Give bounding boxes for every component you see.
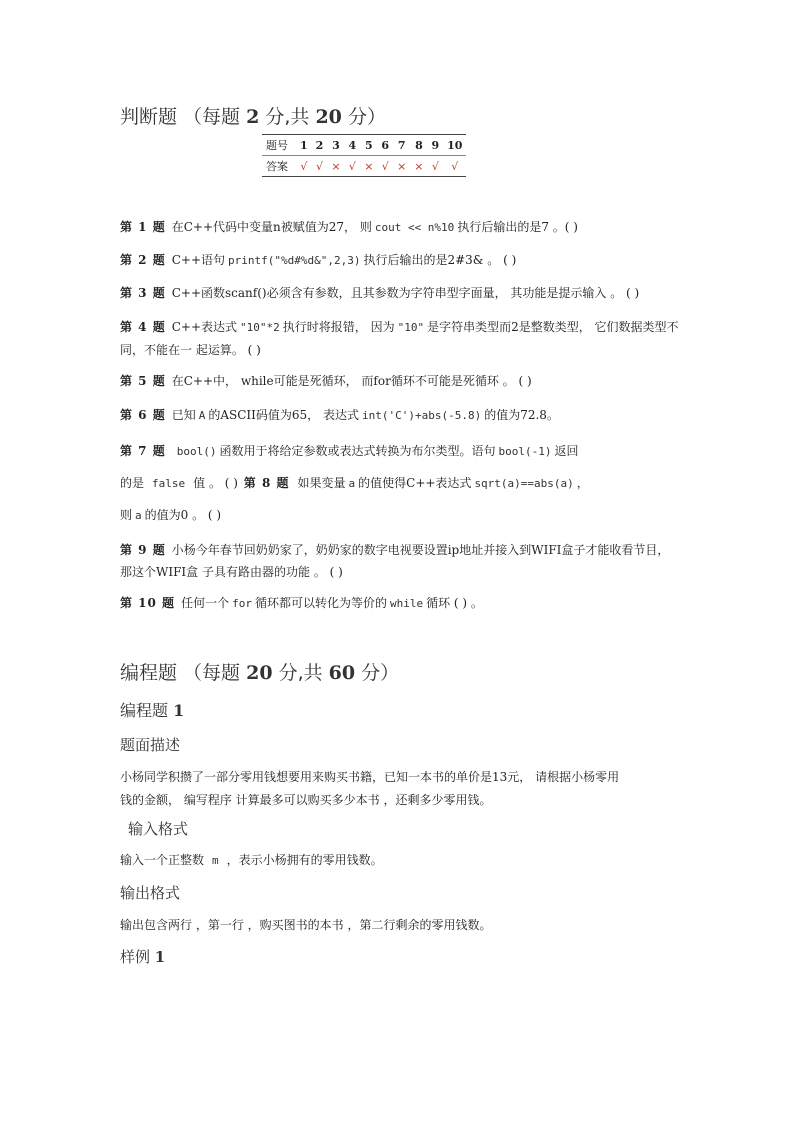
answer-mark: √ — [312, 156, 328, 177]
question-8: 第 8 题 如果变量 a 的值使得C++表达式 sqrt(a)==abs(a) ， — [243, 476, 589, 490]
table-cell: 6 — [377, 135, 393, 156]
answer-row — [262, 156, 466, 177]
question-7-8-line: 的是 false 值 。 ( ) 第 8 题 如果变量 a 的值使得C++表达式 sqrt(a)==abs(a) ， — [120, 476, 589, 490]
question-7: 第 7 题 bool() 函数用于将给定参数或表达式转换为布尔类型。语句 bool(-1) 返回 — [120, 444, 579, 458]
total-score: 20 — [315, 106, 342, 128]
sample-heading: 样例 1 — [120, 948, 166, 966]
answer-mark: × — [360, 156, 377, 177]
total-score: 60 — [328, 662, 356, 684]
question-number: 第 7 题 — [120, 444, 166, 458]
table-cell: 9 — [428, 135, 444, 156]
table-cell: 10 — [443, 135, 466, 156]
table-cell: 5 — [360, 135, 377, 156]
answer-mark: √ — [377, 156, 393, 177]
row-label-number: 题号 — [262, 135, 296, 156]
section-title-judgement: 判断题 （每题 2 分,共 20 分） — [120, 106, 386, 128]
question-1: 第 1 题 在C++代码中变量n被赋值为27， 则 cout << n%10 执行后输出的是7 。( ) — [120, 220, 578, 234]
table-cell: 7 — [393, 135, 410, 156]
question-number: 第 9 题 — [120, 543, 166, 557]
output-format-heading: 输出格式 — [120, 884, 181, 902]
question-number: 第 10 题 — [120, 596, 176, 610]
question-number: 第 2 题 — [120, 253, 166, 267]
description-line-1: 小杨同学积攒了一部分零用钱想要用来购买书籍，已知一本书的单价是13元， 请根据小杨零用 — [120, 770, 620, 784]
row-label-answer: 答案 — [262, 156, 296, 177]
output-format-text: 输出包含两行 ，第一行 ，购买图书的本书 ，第二行剩余的零用钱数。 — [120, 918, 492, 932]
section-title-programming: 编程题 （每题 20 分,共 60 分） — [120, 662, 400, 684]
question-4: 第 4 题 C++表达式 "10"*2 执行时将报错， 因为 "10" 是字符串类型而2是整数类型， 它们数据类型不同，不能在一 起运算。 ( ) — [120, 320, 679, 357]
input-format-heading: 输入格式 — [128, 820, 189, 838]
answer-mark: × — [327, 156, 344, 177]
input-format-text: 输入一个正整数 m ，表示小杨拥有的零用钱数。 — [120, 853, 383, 867]
answer-table — [262, 134, 466, 177]
question-10: 第 10 题 任何一个 for 循环都可以转化为等价的 while 循环 ( ) 。 — [120, 596, 483, 610]
answer-mark: √ — [443, 156, 466, 177]
answer-mark: × — [410, 156, 427, 177]
question-2: 第 2 题 C++语句 printf("%d#%d&",2,3) 执行后输出的是2#3& 。 ( ) — [120, 253, 517, 267]
question-number: 第 8 题 — [243, 476, 290, 490]
question-number: 第 4 题 — [120, 320, 166, 334]
table-cell: 2 — [312, 135, 328, 156]
question-number: 第 5 题 — [120, 374, 166, 388]
table-cell: 3 — [327, 135, 344, 156]
question-9: 第 9 题 小杨今年春节回奶奶家了，奶奶家的数字电视要设置ip地址并接入到WIFI盒子才能收看节目， 那这个WIFI盒 子具有路由器的功能 。 ( ) — [120, 543, 670, 579]
description-line-2: 钱的金额， 编写程序 计算最多可以购买多少本书 ，还剩多少零用钱。 — [120, 793, 492, 807]
per-score: 20 — [246, 662, 273, 684]
table-cell: 4 — [345, 135, 361, 156]
question-5: 第 5 题 在C++中， while可能是死循环， 而for循环不可能是死循环 。 ( ) — [120, 374, 532, 388]
question-number: 第 1 题 — [120, 220, 166, 234]
question-3: 第 3 题 C++函数scanf()必须含有参数，且其参数为字符串型字面量， 其功能是提示输入 。 ( ) — [120, 286, 640, 300]
question-6: 第 6 题 已知 A 的ASCII码值为65， 表达式 int('C')+abs(-5.8) 的值为72.8。 — [120, 408, 559, 422]
answer-mark: √ — [428, 156, 444, 177]
problem-title: 编程题 1 — [120, 701, 185, 720]
description-heading: 题面描述 — [120, 736, 181, 754]
answer-mark: √ — [345, 156, 361, 177]
question-number: 第 3 题 — [120, 286, 166, 300]
answer-mark: × — [393, 156, 410, 177]
question-number: 第 6 题 — [120, 408, 166, 422]
table-cell: 1 — [296, 135, 312, 156]
question-8-cont: 则 a 的值为0 。 ( ) — [120, 508, 222, 522]
answer-mark: √ — [296, 156, 312, 177]
table-cell: 8 — [410, 135, 427, 156]
question-number-row — [262, 135, 466, 156]
per-score: 2 — [246, 106, 260, 128]
